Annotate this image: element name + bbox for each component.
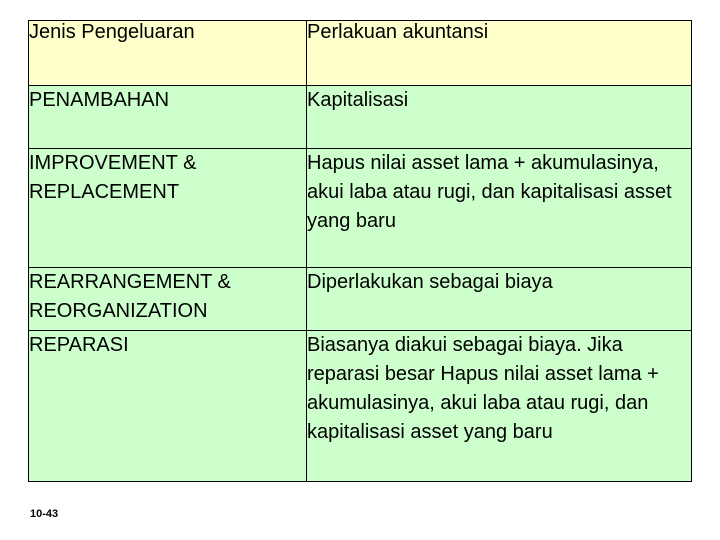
treatment-cell: Diperlakukan sebagai biaya bbox=[307, 268, 692, 331]
table-row bbox=[29, 86, 692, 149]
header-expense-type bbox=[29, 21, 307, 86]
treatment-cell: Hapus nilai asset lama + akumulasinya, akui laba atau rugi, dan kapitalisasi asset yang baru bbox=[307, 149, 692, 268]
expense-type-cell: REARRANGEMENT & REORGANIZATION bbox=[29, 268, 307, 331]
slide-number: 10-43 bbox=[30, 508, 59, 520]
table-row bbox=[29, 268, 692, 331]
table-header-row bbox=[29, 21, 692, 86]
treatment-cell: Kapitalisasi bbox=[307, 86, 692, 149]
expense-type-cell: PENAMBAHAN bbox=[29, 86, 307, 149]
expense-type-cell: IMPROVEMENT & REPLACEMENT bbox=[29, 149, 307, 268]
table-row bbox=[29, 149, 692, 268]
header-accounting-treatment-label: Perlakuan akuntansi bbox=[307, 21, 489, 43]
header-expense-type-label: Jenis Pengeluaran bbox=[29, 21, 195, 43]
header-accounting-treatment bbox=[307, 21, 692, 86]
treatment-cell: Biasanya diakui sebagai biaya. Jika reparasi besar Hapus nilai asset lama + akumulasinya, akui laba atau rugi, dan kapitalisasi asset yang baru bbox=[307, 331, 692, 482]
table-row bbox=[29, 331, 692, 482]
accounting-treatment-table bbox=[28, 20, 692, 482]
expense-type-cell: REPARASI bbox=[29, 331, 307, 482]
